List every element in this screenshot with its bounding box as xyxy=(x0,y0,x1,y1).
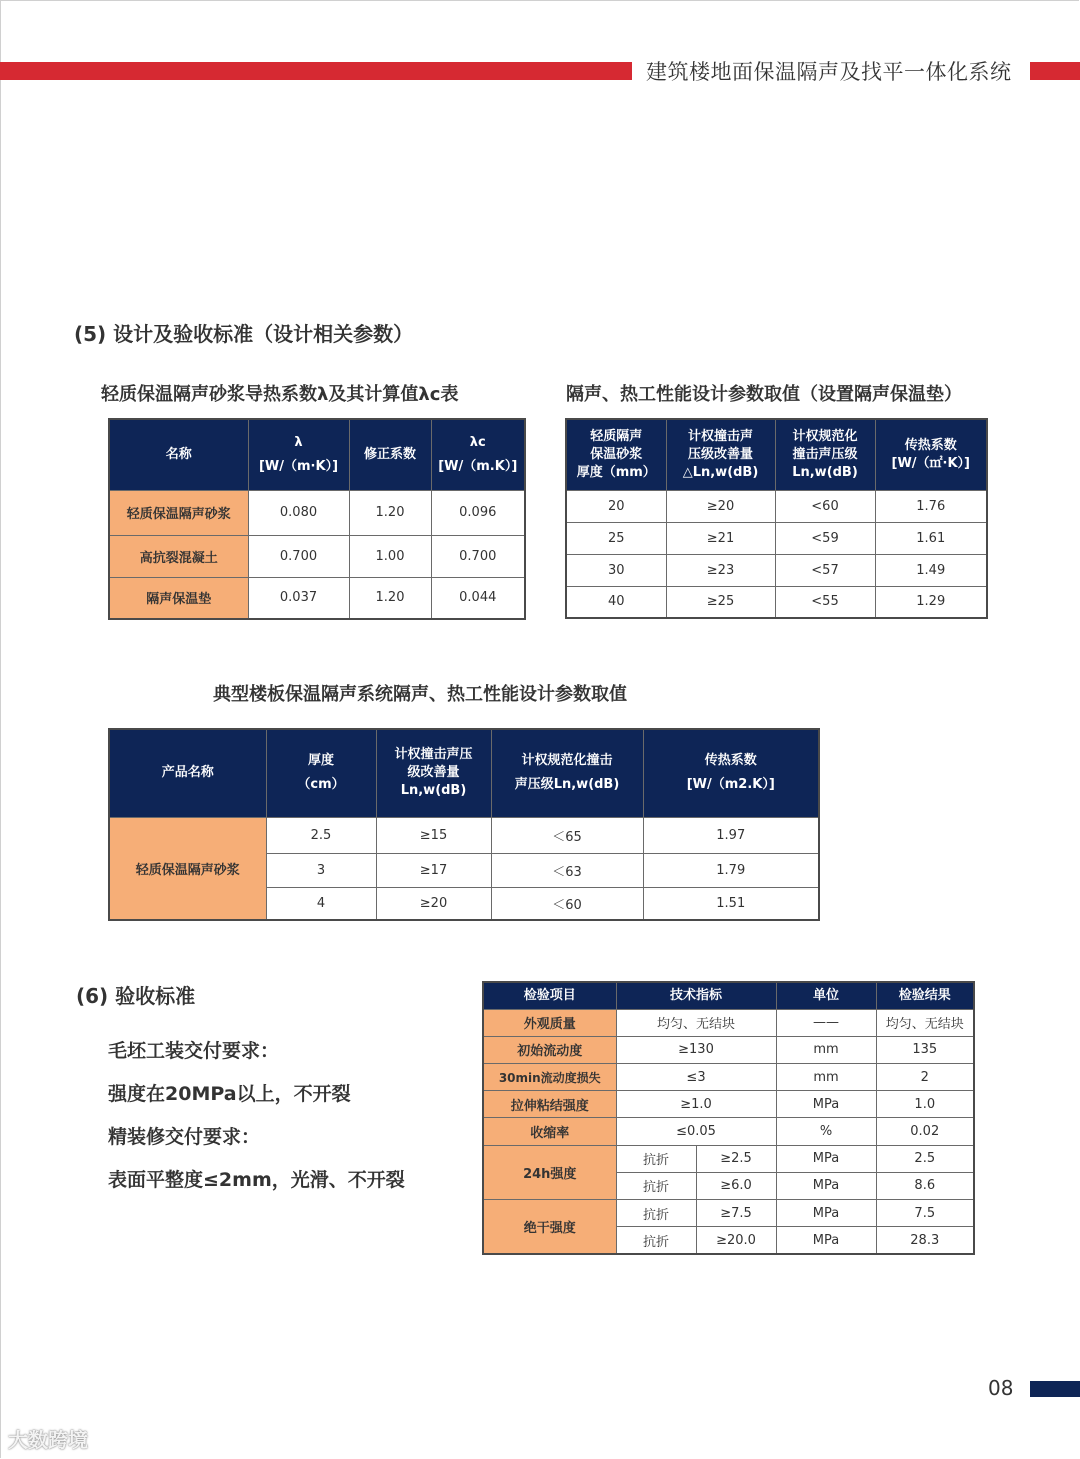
test-item: 收缩率 xyxy=(483,1118,616,1145)
cell-result: 0.02 xyxy=(876,1118,974,1145)
cell-spec: ≤3 xyxy=(616,1064,776,1091)
header-bar-left xyxy=(0,62,632,80)
cell-unit: MPa xyxy=(776,1227,876,1254)
cell-lambda: 0.080 xyxy=(248,490,349,535)
cell-heat: 1.76 xyxy=(875,490,987,522)
cell-unit: mm xyxy=(776,1036,876,1063)
table-row xyxy=(483,1064,974,1091)
test-item: 30min流动度损失 xyxy=(483,1064,616,1091)
cell-lambda-c: 0.044 xyxy=(431,577,525,619)
section5-title: (5) 设计及验收标准（设计相关参数） xyxy=(74,322,414,346)
test-item: 初始流动度 xyxy=(483,1036,616,1063)
acceptance-test-table xyxy=(482,981,975,1255)
table-row xyxy=(109,490,525,535)
col-header-thickness: 厚度 （cm） xyxy=(266,729,376,817)
col-header-heat-transfer: 传热系数 [W/（m2.K）] xyxy=(643,729,819,817)
cell-correction: 1.20 xyxy=(349,577,431,619)
cell-spec: ≤0.05 xyxy=(616,1118,776,1145)
cell-result: 1.0 xyxy=(876,1091,974,1118)
col-header-lambda-c: λc [W/（m.K）] xyxy=(431,419,525,490)
cell-heat: 1.97 xyxy=(643,817,819,853)
cell-level: ＜65 xyxy=(491,817,643,853)
product-name-cell: 轻质保温隔声砂浆 xyxy=(109,817,266,920)
col-header-impact-level: 计权规范化撞击 声压级Ln,w(dB) xyxy=(491,729,643,817)
col-header-impact-improvement: 计权撞击声压 级改善量 Ln,w(dB) xyxy=(376,729,491,817)
cell-lambda: 0.700 xyxy=(248,535,349,577)
table-row xyxy=(109,577,525,619)
cell-spec: ≥1.0 xyxy=(616,1091,776,1118)
cell-heat: 1.29 xyxy=(875,586,987,618)
watermark: 大数跨境 xyxy=(8,1428,88,1452)
cell-spec: ≥7.5 xyxy=(696,1200,776,1227)
requirement-line: 精装修交付要求： xyxy=(108,1126,261,1148)
col-header-heat-transfer: 传热系数 [W/（㎡·K）] xyxy=(875,419,987,490)
table-row xyxy=(566,586,987,618)
cell-thickness: 30 xyxy=(566,554,666,586)
table2-title: 隔声、热工性能设计参数取值（设置隔声保温垫） xyxy=(566,384,962,405)
table-row xyxy=(566,522,987,554)
cell-lambda-c: 0.096 xyxy=(431,490,525,535)
cell-thickness: 20 xyxy=(566,490,666,522)
cell-heat: 1.51 xyxy=(643,887,819,920)
test-group-name: 24h强度 xyxy=(483,1145,616,1199)
cell-correction: 1.00 xyxy=(349,535,431,577)
cell-improvement: ≥20 xyxy=(376,887,491,920)
table-row xyxy=(483,1145,974,1172)
header-title: 建筑楼地面保温隔声及找平一体化系统 xyxy=(646,60,1012,84)
cell-level: <59 xyxy=(775,522,875,554)
table-row xyxy=(483,1036,974,1063)
cell-sub-item: 抗折 xyxy=(616,1172,696,1199)
cell-heat: 1.79 xyxy=(643,853,819,887)
cell-level: <57 xyxy=(775,554,875,586)
row-name: 轻质保温隔声砂浆 xyxy=(109,490,248,535)
requirement-line: 强度在20MPa以上，不开裂 xyxy=(108,1083,351,1105)
cell-spec: ≥130 xyxy=(616,1036,776,1063)
table1-title: 轻质保温隔声砂浆导热系数λ及其计算值λc表 xyxy=(101,384,459,405)
cell-level: <60 xyxy=(775,490,875,522)
table-row xyxy=(483,1091,974,1118)
cell-result: 8.6 xyxy=(876,1172,974,1199)
test-group-name: 绝干强度 xyxy=(483,1200,616,1255)
cell-lambda-c: 0.700 xyxy=(431,535,525,577)
cell-improvement: ≥20 xyxy=(666,490,775,522)
requirement-line: 毛坯工装交付要求： xyxy=(108,1040,280,1062)
col-header-correction: 修正系数 xyxy=(349,419,431,490)
col-header-impact-improvement: 计权撞击声 压级改善量 △Ln,w(dB) xyxy=(666,419,775,490)
row-name: 高抗裂混凝土 xyxy=(109,535,248,577)
cell-thickness: 2.5 xyxy=(266,817,376,853)
cell-unit: MPa xyxy=(776,1145,876,1172)
col-header-thickness: 轻质隔声 保温砂浆 厚度（mm） xyxy=(566,419,666,490)
cell-result: 28.3 xyxy=(876,1227,974,1254)
col-header-product: 产品名称 xyxy=(109,729,266,817)
cell-improvement: ≥15 xyxy=(376,817,491,853)
cell-level: <55 xyxy=(775,586,875,618)
cell-sub-item: 抗折 xyxy=(616,1227,696,1254)
table-row xyxy=(483,1009,974,1036)
cell-unit: MPa xyxy=(776,1091,876,1118)
cell-improvement: ≥17 xyxy=(376,853,491,887)
col-header-unit: 单位 xyxy=(776,982,876,1009)
cell-unit: —— xyxy=(776,1009,876,1036)
cell-heat: 1.49 xyxy=(875,554,987,586)
cell-thickness: 40 xyxy=(566,586,666,618)
cell-result: 2 xyxy=(876,1064,974,1091)
cell-unit: % xyxy=(776,1118,876,1145)
cell-spec: ≥2.5 xyxy=(696,1145,776,1172)
table-row xyxy=(566,554,987,586)
thermal-conductivity-table xyxy=(108,418,526,620)
table-row xyxy=(109,817,819,853)
col-header-name: 名称 xyxy=(109,419,248,490)
cell-result: 2.5 xyxy=(876,1145,974,1172)
table-row xyxy=(483,1118,974,1145)
cell-correction: 1.20 xyxy=(349,490,431,535)
col-header-impact-level: 计权规范化 撞击声压级 Ln,w(dB) xyxy=(775,419,875,490)
col-header-spec: 技术指标 xyxy=(616,982,776,1009)
section6-title: (6) 验收标准 xyxy=(76,984,196,1008)
requirement-line: 表面平整度≤2mm，光滑、不开裂 xyxy=(108,1169,405,1191)
sound-thermal-params-table xyxy=(565,418,988,619)
cell-spec: 均匀、无结块 xyxy=(616,1009,776,1036)
cell-improvement: ≥25 xyxy=(666,586,775,618)
cell-heat: 1.61 xyxy=(875,522,987,554)
cell-unit: mm xyxy=(776,1064,876,1091)
table-row xyxy=(483,1200,974,1227)
table3-title: 典型楼板保温隔声系统隔声、热工性能设计参数取值 xyxy=(213,684,627,705)
row-name: 隔声保温垫 xyxy=(109,577,248,619)
header-bar-right xyxy=(1030,62,1080,80)
test-item: 外观质量 xyxy=(483,1009,616,1036)
cell-thickness: 3 xyxy=(266,853,376,887)
cell-lambda: 0.037 xyxy=(248,577,349,619)
test-item: 拉伸粘结强度 xyxy=(483,1091,616,1118)
footer-bar xyxy=(1030,1381,1080,1397)
cell-result: 135 xyxy=(876,1036,974,1063)
cell-result: 均匀、无结块 xyxy=(876,1009,974,1036)
cell-result: 7.5 xyxy=(876,1200,974,1227)
cell-sub-item: 抗折 xyxy=(616,1145,696,1172)
col-header-lambda: λ [W/（m·K）] xyxy=(248,419,349,490)
typical-floor-params-table xyxy=(108,728,820,921)
col-header-test-item: 检验项目 xyxy=(483,982,616,1009)
col-header-result: 检验结果 xyxy=(876,982,974,1009)
table-row xyxy=(109,535,525,577)
page-number: 08 xyxy=(988,1376,1014,1400)
cell-level: ＜63 xyxy=(491,853,643,887)
cell-unit: MPa xyxy=(776,1200,876,1227)
cell-improvement: ≥23 xyxy=(666,554,775,586)
cell-improvement: ≥21 xyxy=(666,522,775,554)
cell-level: ＜60 xyxy=(491,887,643,920)
table-row xyxy=(566,490,987,522)
cell-sub-item: 抗折 xyxy=(616,1200,696,1227)
cell-thickness: 25 xyxy=(566,522,666,554)
cell-spec: ≥20.0 xyxy=(696,1227,776,1254)
cell-spec: ≥6.0 xyxy=(696,1172,776,1199)
cell-thickness: 4 xyxy=(266,887,376,920)
cell-unit: MPa xyxy=(776,1172,876,1199)
